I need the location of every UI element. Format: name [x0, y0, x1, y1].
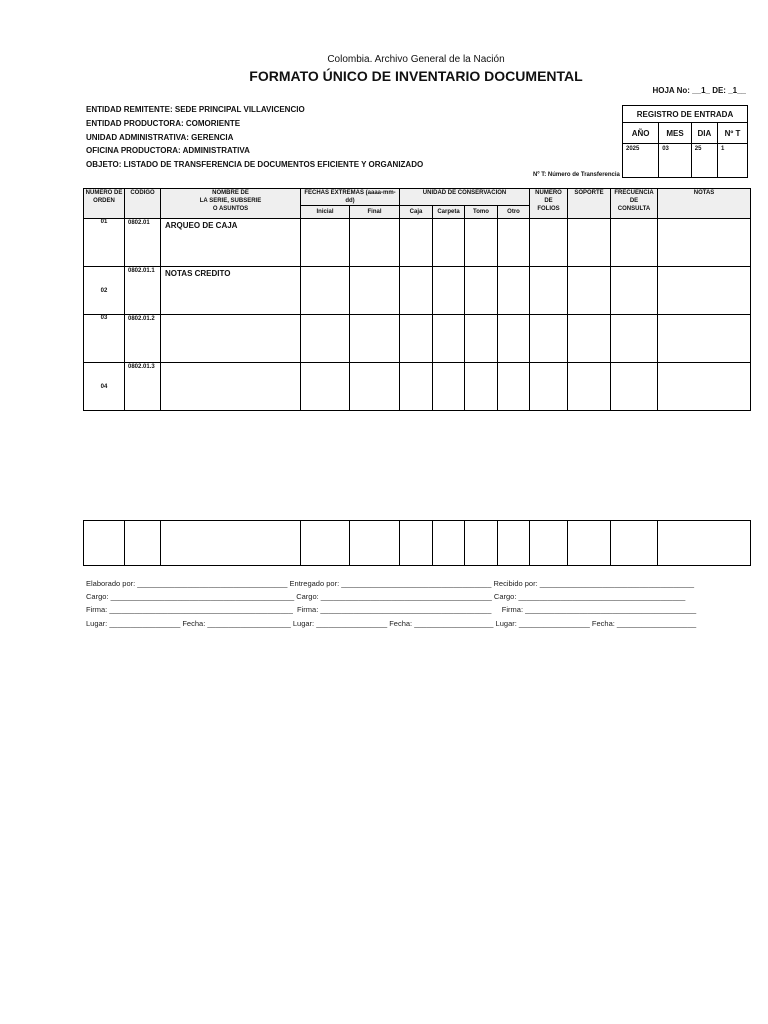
- unidad-administrativa: UNIDAD ADMINISTRATIVA: GERENCIA: [86, 133, 234, 142]
- cell-empty: [433, 521, 465, 566]
- cell-empty: [658, 521, 751, 566]
- cell-empty: [498, 363, 530, 411]
- cell-empty: [530, 219, 568, 267]
- col-nombre-line3: O ASUNTOS: [212, 206, 249, 212]
- cell-empty: [498, 267, 530, 315]
- cell-empty: [465, 315, 498, 363]
- row-orden: 04: [84, 363, 125, 411]
- cell-empty: [568, 521, 611, 566]
- registro-val-ano: 2025: [623, 144, 659, 178]
- cell-empty: [530, 363, 568, 411]
- cell-empty: [611, 521, 658, 566]
- cell-empty: [568, 315, 611, 363]
- cell-empty: [301, 219, 350, 267]
- col-unidad-conservacion: UNIDAD DE CONSERVACIÓN: [400, 189, 530, 206]
- col-folios-line3: FOLIOS: [537, 206, 560, 212]
- transfer-note: Nº T: Número de Transferencia: [533, 172, 620, 178]
- table-row: [84, 219, 751, 267]
- col-notas: NOTAS: [658, 189, 751, 219]
- cell-empty: [465, 267, 498, 315]
- col-numero-orden: NUMERO DE ORDEN: [84, 189, 125, 219]
- cell-empty: [161, 521, 301, 566]
- col-folios-line1: NUMERO: [535, 190, 562, 196]
- row-codigo: 0802.01: [125, 219, 161, 267]
- sheet-number: HOJA No: __1_ DE: _1__: [652, 86, 746, 95]
- registro-title: REGISTRO DE ENTRADA: [623, 106, 748, 123]
- cell-empty: [350, 315, 400, 363]
- col-numero-folios: [530, 189, 568, 219]
- col-frecuencia-line3: CONSULTA: [617, 206, 651, 212]
- cell-empty: [568, 267, 611, 315]
- col-carpeta: Carpeta: [433, 206, 465, 219]
- row-nombre: [161, 315, 301, 363]
- cell-empty: [400, 521, 433, 566]
- entidad-productora: ENTIDAD PRODUCTORA: COMORIENTE: [86, 119, 241, 128]
- registro-entrada-table: [622, 105, 748, 178]
- row-nombre: ARQUEO DE CAJA: [161, 219, 301, 267]
- col-folios-line2: DE: [544, 198, 553, 204]
- col-frecuencia: [611, 189, 658, 219]
- cell-empty: [658, 219, 751, 267]
- col-otro: Otro: [498, 206, 530, 219]
- cell-empty: [465, 219, 498, 267]
- col-final: Final: [350, 206, 400, 219]
- cell-empty: [84, 521, 125, 566]
- cell-empty: [611, 219, 658, 267]
- row-codigo: 0802.01.3: [125, 363, 161, 411]
- signature-line-firma: Firma: ____________________________________________ Firma: _________________________________________ Firma: _________________________________________: [86, 605, 697, 614]
- registro-col-ano: AÑO: [623, 123, 659, 144]
- col-soporte: SOPORTE: [568, 189, 611, 219]
- signature-line-lugar-fecha: Lugar: _________________ Fecha: ____________________ Lugar: _________________ Fecha: ___________________ Lugar: _________________ Fecha: ___________________: [86, 619, 697, 628]
- cell-empty: [433, 315, 465, 363]
- cell-empty: [400, 267, 433, 315]
- col-tomo: Tomo: [465, 206, 498, 219]
- registro-col-dia: DIA: [691, 123, 717, 144]
- cell-empty: [658, 267, 751, 315]
- registro-val-nt: 1: [718, 144, 748, 178]
- cell-empty: [658, 363, 751, 411]
- cell-empty: [350, 267, 400, 315]
- cell-empty: [611, 363, 658, 411]
- registro-col-nt: Nº T: [718, 123, 748, 144]
- cell-empty: [530, 521, 568, 566]
- col-codigo: CÓDIGO: [125, 189, 161, 219]
- cell-empty: [498, 219, 530, 267]
- registro-col-mes: MES: [659, 123, 692, 144]
- cell-empty: [400, 219, 433, 267]
- signature-line-elaborado: Elaborado por: ____________________________________ Entregado por: ____________________________________ Recibido por: _____________________________________: [86, 579, 695, 588]
- cell-empty: [465, 363, 498, 411]
- cell-empty: [301, 315, 350, 363]
- cell-empty: [465, 521, 498, 566]
- cell-empty: [498, 521, 530, 566]
- col-frecuencia-line2: DE: [629, 198, 639, 204]
- row-orden: 02: [84, 267, 125, 315]
- signature-line-cargo: Cargo: ____________________________________________ Cargo: _________________________________________ Cargo: ________________________________________: [86, 592, 686, 601]
- table-row: [84, 363, 751, 411]
- registro-val-dia: 25: [691, 144, 717, 178]
- objeto: OBJETO: LISTADO DE TRANSFERENCIA DE DOCUMENTOS EFICIENTE Y ORGANIZADO: [86, 160, 424, 169]
- cell-empty: [530, 267, 568, 315]
- cell-empty: [433, 363, 465, 411]
- cell-empty: [530, 315, 568, 363]
- cell-empty: [611, 267, 658, 315]
- row-codigo: 0802.01.2: [125, 315, 161, 363]
- cell-empty: [350, 219, 400, 267]
- row-nombre: NOTAS CREDITO: [161, 267, 301, 315]
- table-row: [84, 267, 751, 315]
- cell-empty: [400, 315, 433, 363]
- col-inicial: Inicial: [301, 206, 350, 219]
- cell-empty: [301, 363, 350, 411]
- col-frecuencia-line1: FRECUENCIA: [614, 190, 654, 196]
- cell-empty: [301, 521, 350, 566]
- table-row: [84, 315, 751, 363]
- row-nombre: [161, 363, 301, 411]
- col-fechas-extremas: FECHAS EXTREMAS (aaaa-mm-dd): [301, 189, 400, 206]
- col-nombre: [161, 189, 301, 219]
- col-caja: Caja: [400, 206, 433, 219]
- cell-empty: [125, 521, 161, 566]
- cell-empty: [568, 363, 611, 411]
- col-nombre-line1: NOMBRE DE: [212, 190, 249, 196]
- cell-empty: [301, 267, 350, 315]
- cell-empty: [611, 315, 658, 363]
- row-orden: 01: [84, 219, 125, 267]
- cell-empty: [658, 315, 751, 363]
- page-title: FORMATO ÚNICO DE INVENTARIO DOCUMENTAL: [249, 68, 583, 84]
- oficina-productora: OFICINA PRODUCTORA: ADMINISTRATIVA: [86, 146, 250, 155]
- cell-empty: [433, 267, 465, 315]
- row-orden: 03: [84, 315, 125, 363]
- cell-empty: [350, 363, 400, 411]
- blank-row: [84, 521, 751, 566]
- cell-empty: [350, 521, 400, 566]
- cell-empty: [400, 363, 433, 411]
- entidad-remitente: ENTIDAD REMITENTE: SEDE PRINCIPAL VILLAVICENCIO: [86, 105, 305, 114]
- cell-empty: [498, 315, 530, 363]
- registro-val-mes: 03: [659, 144, 692, 178]
- cell-empty: [433, 219, 465, 267]
- cell-empty: [568, 219, 611, 267]
- row-codigo: 0802.01.1: [125, 267, 161, 315]
- inventory-table: [83, 188, 751, 411]
- col-nombre-line2: LA SERIE, SUBSERIE: [199, 198, 262, 204]
- archive-subtitle: Colombia. Archivo General de la Nación: [327, 54, 505, 65]
- blank-row-table: [83, 520, 751, 566]
